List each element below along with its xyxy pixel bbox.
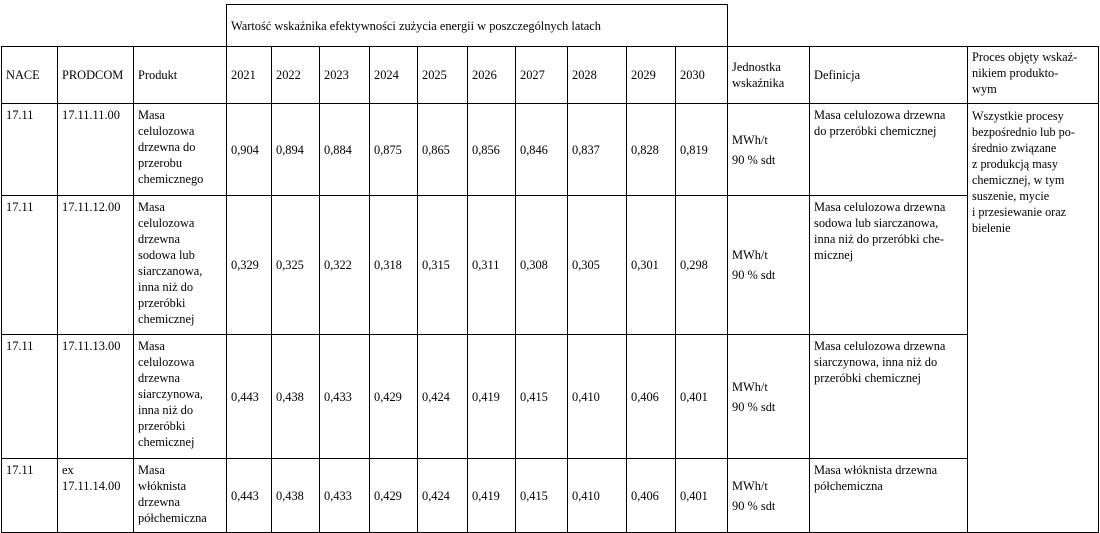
cell-produkt-line: Masa bbox=[138, 200, 165, 214]
cell-definicja bbox=[810, 335, 968, 459]
cell-value: 0,315 bbox=[418, 196, 468, 335]
header-jednostka-line: wskaźnika bbox=[732, 76, 785, 90]
header-year: 2023 bbox=[320, 47, 370, 104]
cell-prodcom bbox=[58, 335, 134, 459]
cell-unit-line: 90 % sdt bbox=[732, 498, 776, 513]
cell-value: 0,401 bbox=[676, 459, 728, 533]
header-year: 2030 bbox=[676, 47, 728, 104]
cell-definicja-line: Masa celulozowa drzewna bbox=[814, 200, 946, 214]
cell-prodcom bbox=[58, 104, 134, 196]
cell-proces-line: suszenie, mycie bbox=[972, 189, 1050, 203]
header-prodcom: PRODCOM bbox=[58, 47, 134, 104]
cell-produkt-line: drzewna bbox=[138, 232, 180, 246]
cell-value: 0,837 bbox=[568, 104, 627, 196]
table-row bbox=[2, 459, 1099, 533]
cell-unit-line: MWh/t bbox=[732, 248, 768, 262]
header-definicja: Definicja bbox=[810, 47, 968, 104]
cell-value: 0,415 bbox=[516, 459, 568, 533]
cell-value: 0,819 bbox=[676, 104, 728, 196]
table-row bbox=[2, 196, 1099, 335]
cell-produkt-line: celulozowa bbox=[138, 216, 195, 230]
cell-value: 0,325 bbox=[272, 196, 320, 335]
cell-produkt-line: półchemiczna bbox=[138, 511, 207, 525]
cell-unit bbox=[728, 459, 810, 533]
cell-unit bbox=[728, 335, 810, 459]
header-year: 2021 bbox=[227, 47, 272, 104]
cell-produkt-line: chemicznej bbox=[138, 312, 195, 326]
header-proces-line: nikiem produkto- bbox=[972, 66, 1059, 80]
cell-unit-line: 90 % sdt bbox=[732, 399, 776, 414]
cell-nace: 17.11 bbox=[2, 196, 58, 335]
cell-produkt-line: celulozowa bbox=[138, 355, 195, 369]
cell-proces-line: chemicznej, w tym bbox=[972, 173, 1065, 187]
cell-value: 0,298 bbox=[676, 196, 728, 335]
cell-unit-line: MWh/t bbox=[732, 132, 768, 147]
cell-nace: 17.11 bbox=[2, 104, 58, 196]
cell-produkt-line: celulozowa bbox=[138, 124, 195, 138]
cell-definicja-line: inna niż do przeróbki che- bbox=[814, 232, 945, 246]
cell-value: 0,311 bbox=[468, 196, 516, 335]
header-produkt: Produkt bbox=[134, 47, 227, 104]
cell-proces bbox=[968, 104, 1099, 533]
cell-prodcom bbox=[58, 459, 134, 533]
cell-value: 0,410 bbox=[568, 335, 627, 459]
cell-value: 0,438 bbox=[272, 459, 320, 533]
cell-nace: 17.11 bbox=[2, 459, 58, 533]
cell-definicja bbox=[810, 196, 968, 335]
cell-produkt-line: przeróbki bbox=[138, 419, 186, 433]
cell-produkt-line: sodowa lub bbox=[138, 248, 195, 262]
cell-produkt-line: Masa bbox=[138, 339, 165, 353]
title-row bbox=[2, 5, 1099, 47]
cell-value: 0,419 bbox=[468, 459, 516, 533]
cell-value: 0,429 bbox=[370, 459, 418, 533]
cell-value: 0,406 bbox=[627, 335, 676, 459]
cell-produkt-line: włóknista bbox=[138, 479, 187, 493]
cell-value: 0,865 bbox=[418, 104, 468, 196]
table-title: Wartość wskaźnika efektywności zużycia energii w poszczególnych latach bbox=[227, 5, 728, 47]
cell-value: 0,875 bbox=[370, 104, 418, 196]
cell-value: 0,433 bbox=[320, 459, 370, 533]
cell-definicja-line: do przeróbki chemicznej bbox=[814, 124, 937, 138]
cell-produkt-line: przerobu bbox=[138, 156, 183, 170]
cell-produkt-line: siarczynowa, bbox=[138, 387, 204, 401]
cell-value: 0,894 bbox=[272, 104, 320, 196]
cell-unit-line: MWh/t bbox=[732, 379, 768, 394]
cell-value: 0,419 bbox=[468, 335, 516, 459]
cell-produkt bbox=[134, 196, 227, 335]
cell-value: 0,443 bbox=[227, 335, 272, 459]
cell-prodcom bbox=[58, 196, 134, 335]
header-year: 2027 bbox=[516, 47, 568, 104]
cell-value: 0,308 bbox=[516, 196, 568, 335]
cell-value: 0,846 bbox=[516, 104, 568, 196]
cell-value: 0,904 bbox=[227, 104, 272, 196]
table-row bbox=[2, 104, 1099, 196]
cell-value: 0,424 bbox=[418, 335, 468, 459]
header-year: 2024 bbox=[370, 47, 418, 104]
cell-unit bbox=[728, 196, 810, 335]
cell-definicja-line: siarczynowa, inna niż do bbox=[814, 355, 938, 369]
cell-prodcom-line: 17.11.14.00 bbox=[62, 479, 121, 493]
cell-definicja-line: Masa celulozowa drzewna bbox=[814, 108, 946, 122]
energy-efficiency-table bbox=[1, 4, 1099, 533]
header-year: 2026 bbox=[468, 47, 516, 104]
cell-value: 0,828 bbox=[627, 104, 676, 196]
header-nace: NACE bbox=[2, 47, 58, 104]
header-jednostka-line: Jednostka bbox=[732, 60, 781, 74]
cell-unit-line: MWh/t bbox=[732, 478, 768, 493]
cell-produkt-line: inna niż do bbox=[138, 403, 194, 417]
cell-definicja-line: półchemiczna bbox=[814, 479, 883, 493]
cell-proces-line: średnio związane bbox=[972, 141, 1057, 155]
cell-value: 0,415 bbox=[516, 335, 568, 459]
cell-value: 0,305 bbox=[568, 196, 627, 335]
cell-value: 0,884 bbox=[320, 104, 370, 196]
cell-proces-line: bielenie bbox=[972, 221, 1011, 235]
cell-prodcom-line: 17.11.13.00 bbox=[62, 339, 121, 353]
table-body bbox=[2, 104, 1099, 533]
cell-proces-line: Wszystkie procesy bbox=[972, 109, 1064, 123]
cell-produkt bbox=[134, 335, 227, 459]
cell-unit-line: 90 % sdt bbox=[732, 152, 776, 167]
cell-definicja-line: Masa włóknista drzewna bbox=[814, 463, 938, 477]
cell-produkt-line: chemicznego bbox=[138, 172, 204, 186]
cell-definicja bbox=[810, 459, 968, 533]
header-proces bbox=[968, 47, 1099, 104]
cell-nace: 17.11 bbox=[2, 335, 58, 459]
cell-unit-line: 90 % sdt bbox=[732, 268, 776, 282]
cell-prodcom-line: 17.11.12.00 bbox=[62, 200, 121, 214]
cell-value: 0,856 bbox=[468, 104, 516, 196]
cell-definicja-line: przeróbki chemicznej bbox=[814, 371, 921, 385]
cell-value: 0,424 bbox=[418, 459, 468, 533]
cell-value: 0,443 bbox=[227, 459, 272, 533]
cell-value: 0,401 bbox=[676, 335, 728, 459]
cell-definicja-line: Masa celulozowa drzewna bbox=[814, 339, 946, 353]
header-year: 2025 bbox=[418, 47, 468, 104]
cell-produkt bbox=[134, 459, 227, 533]
header-proces-line: wym bbox=[972, 82, 997, 96]
header-year: 2022 bbox=[272, 47, 320, 104]
header-year: 2029 bbox=[627, 47, 676, 104]
cell-produkt-line: chemicznej bbox=[138, 435, 195, 449]
cell-value: 0,318 bbox=[370, 196, 418, 335]
header-jednostka bbox=[728, 47, 810, 104]
cell-produkt-line: drzewna bbox=[138, 495, 180, 509]
cell-value: 0,429 bbox=[370, 335, 418, 459]
cell-value: 0,410 bbox=[568, 459, 627, 533]
cell-proces-line: z produkcją masy bbox=[972, 157, 1058, 171]
cell-produkt bbox=[134, 104, 227, 196]
cell-produkt-line: siarczanowa, bbox=[138, 264, 203, 278]
cell-produkt-line: Masa bbox=[138, 463, 165, 477]
cell-value: 0,322 bbox=[320, 196, 370, 335]
cell-value: 0,406 bbox=[627, 459, 676, 533]
cell-produkt-line: inna niż do bbox=[138, 280, 194, 294]
cell-unit bbox=[728, 104, 810, 196]
cell-value: 0,301 bbox=[627, 196, 676, 335]
cell-proces-line: i przesiewanie oraz bbox=[972, 205, 1067, 219]
cell-produkt-line: drzewna do bbox=[138, 140, 196, 154]
table-row bbox=[2, 335, 1099, 459]
cell-value: 0,433 bbox=[320, 335, 370, 459]
cell-value: 0,329 bbox=[227, 196, 272, 335]
cell-definicja bbox=[810, 104, 968, 196]
cell-prodcom-line: 17.11.11.00 bbox=[62, 108, 120, 122]
cell-produkt-line: Masa bbox=[138, 108, 165, 122]
header-row bbox=[2, 47, 1099, 104]
cell-proces-line: bezpośrednio lub po- bbox=[972, 125, 1075, 139]
cell-prodcom-line: ex bbox=[62, 463, 74, 477]
header-year: 2028 bbox=[568, 47, 627, 104]
cell-definicja-line: sodowa lub siarczanowa, bbox=[814, 216, 939, 230]
cell-produkt-line: przeróbki bbox=[138, 296, 186, 310]
header-proces-line: Proces objęty wskaź- bbox=[972, 50, 1078, 64]
cell-definicja-line: micznej bbox=[814, 248, 854, 262]
cell-produkt-line: drzewna bbox=[138, 371, 180, 385]
cell-value: 0,438 bbox=[272, 335, 320, 459]
